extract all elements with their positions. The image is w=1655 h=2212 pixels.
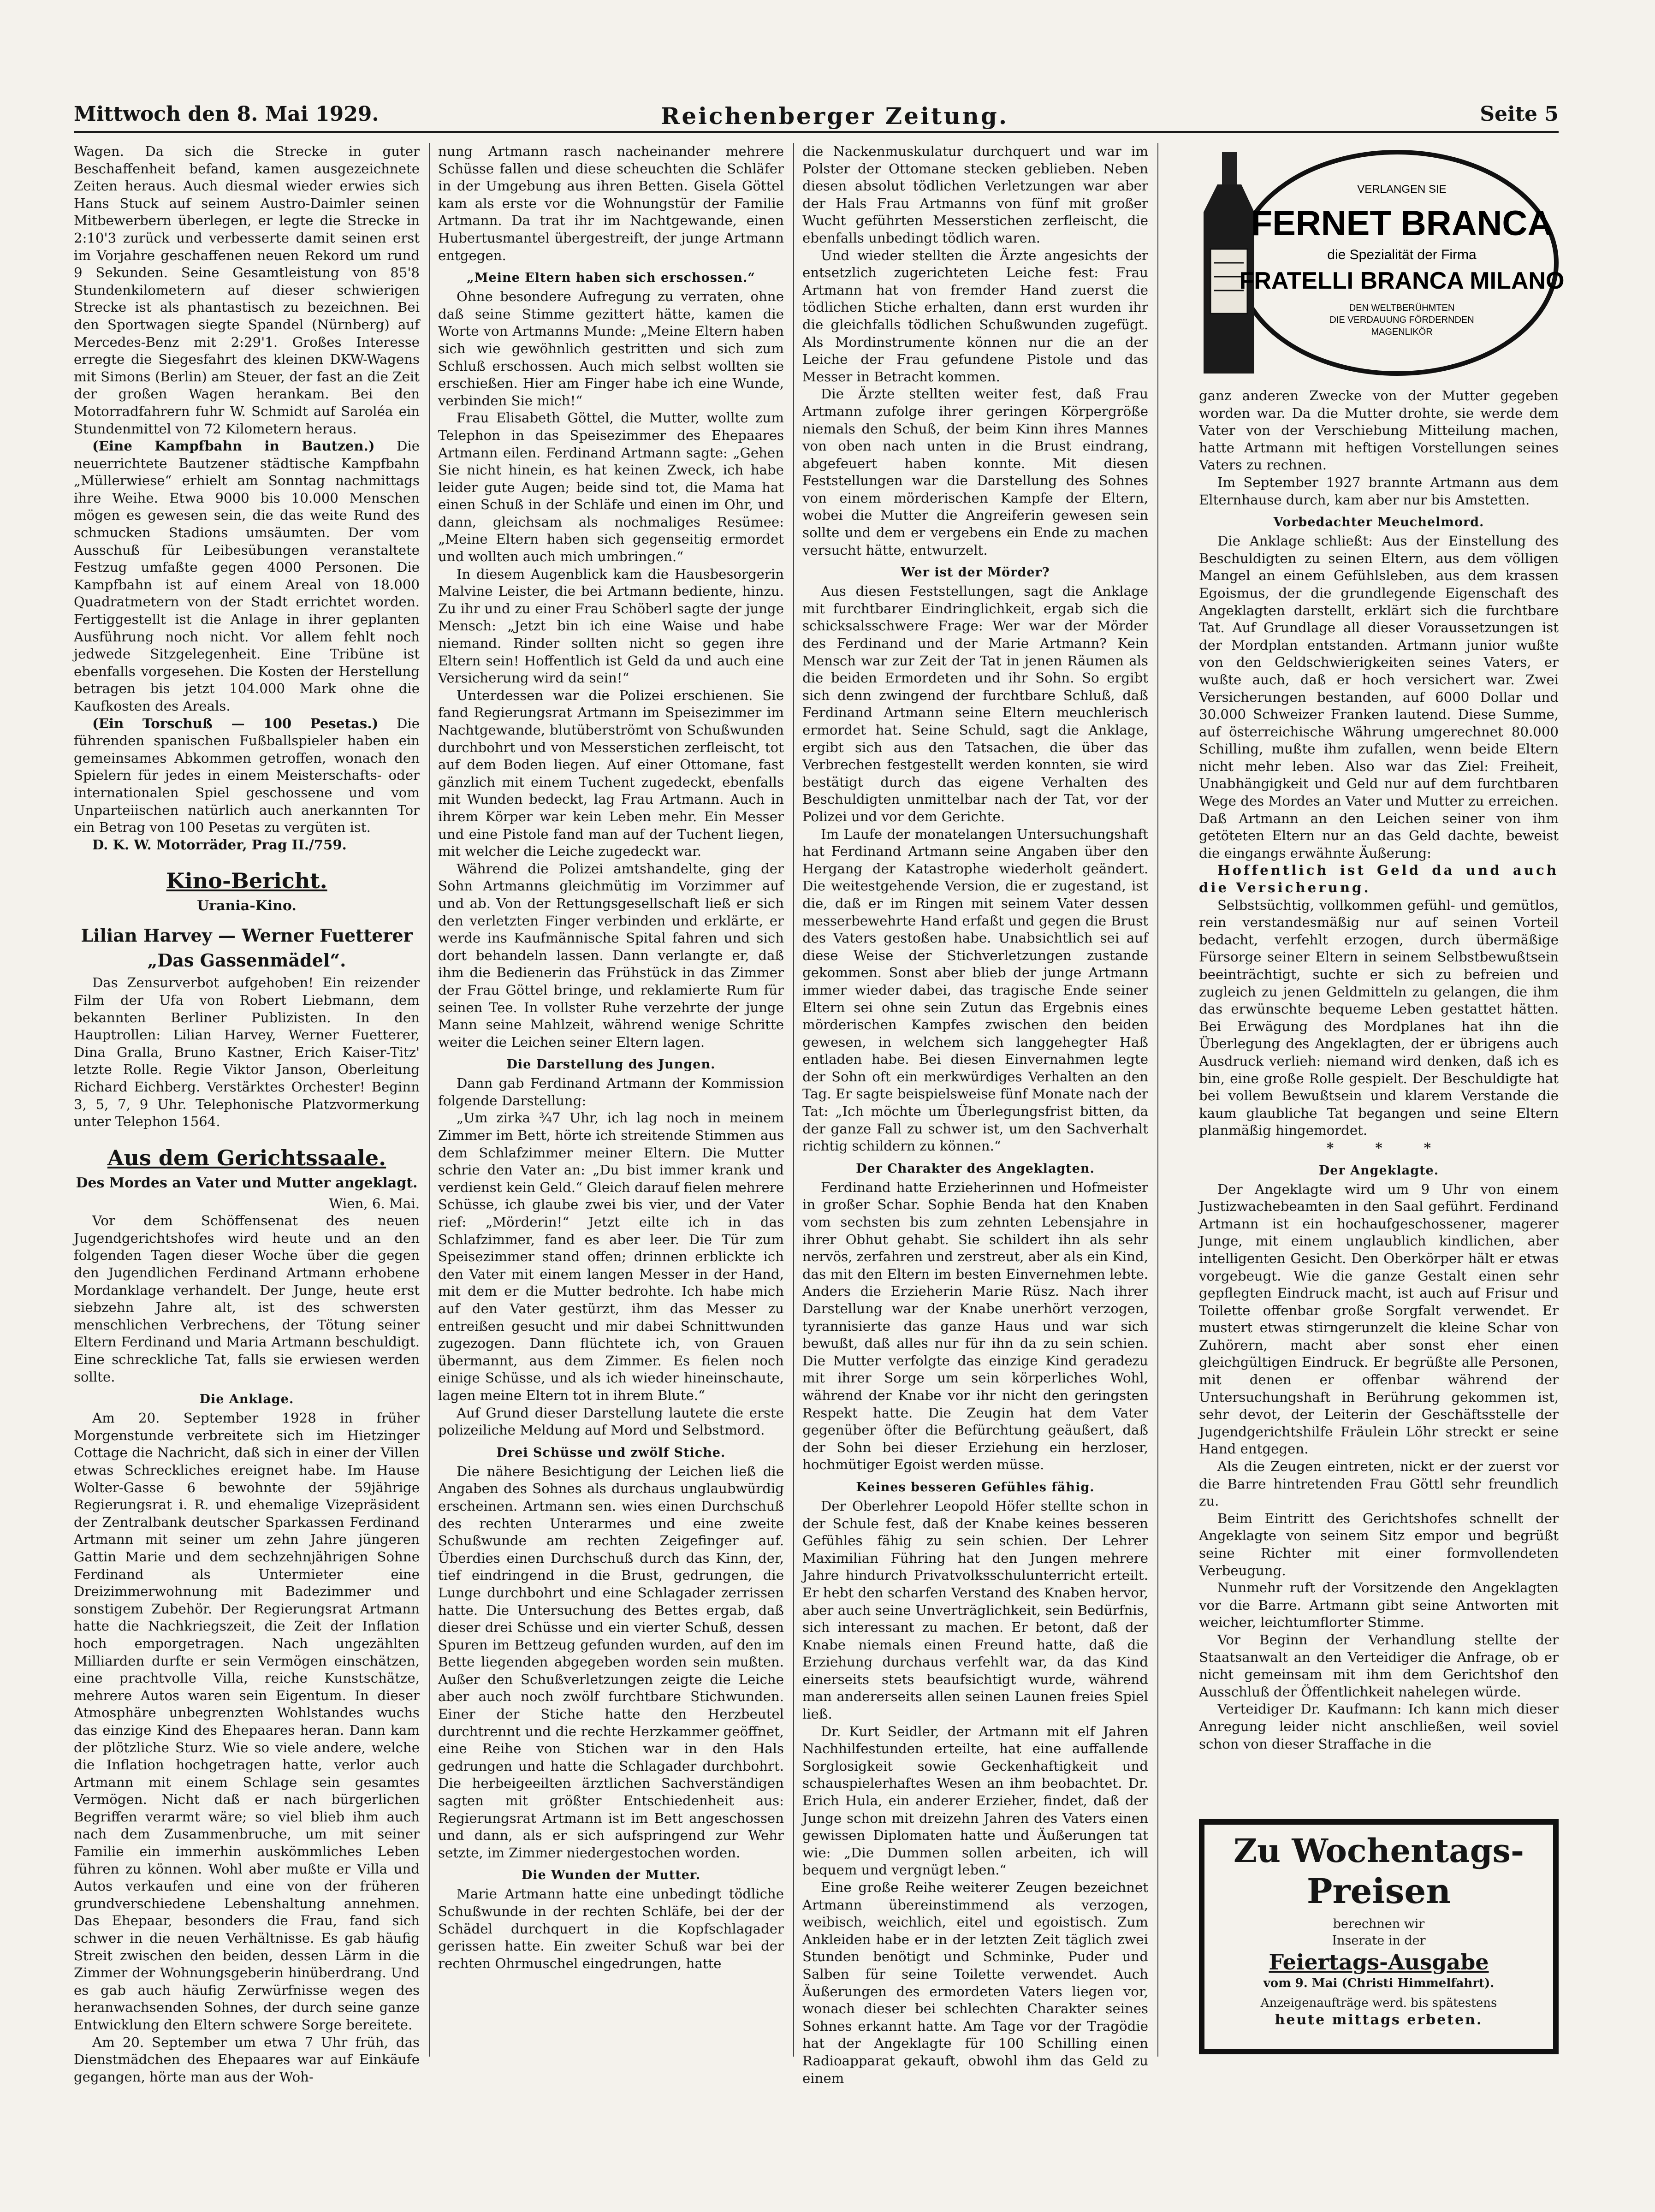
article-paragraph: Aus diesen Feststellungen, sagt die Anklage mit furchtbarer Eindringlichkeit, ergab sich die schicksalsschwere Frage: Wer war der Mörder des Ferdinand und der Marie Artmann? Kein Mensch war zur Zeit der Tat in jenen Räumen als die beiden Ermordeten und ihr Sohn. So ergibt sich denn zwingend der furchtbare Schluß, daß Ferdinand Artmann seine Eltern meuchlerisch ermordet hat. Seine Schuld, sagt die Anklage, ergibt sich aus den Tatsachen, die über das Verbrechen festgestellt werden konnten, sie wird bestätigt durch das eigene Verhalten des Beschuldigten unmittelbar nach der Tat, vor der Polizei und vor dem Gerichte.	[802, 583, 1148, 824]
article-paragraph: In diesem Augenblick kam die Hausbesorgerin Malvine Leister, die bei Artmann bediente, hinzu. Zu ihr und zu einer Frau Schöberl sagte der junge Mensch: „Jetzt bin ich eine Waise und habe niemand. Rinder sollten nicht so gegen ihre Eltern sein! Hoffentlich ist Geld da und auch eine Versicherung wird da sein!“	[438, 566, 784, 686]
ad-headline-2: Preisen	[1306, 1872, 1451, 1911]
article-paragraph: Unterdessen war die Polizei erschienen. Sie fand Regierungsrat Artmann im Speisezimmer im Nachtgewande, blutüberströmt von Schußwunden durchbohrt und von Messerstichen zerfleischt, tot auf dem Boden liegen. Auf einer Ottomane, fast gänzlich mit einem Tuchent zugedeckt, ebenfalls mit Wunden bedeckt, lag Frau Artmann. Auch in ihrem Körper war kein Leben mehr. Ein Messer und eine Pistole fand man auf der Tuchent liegen, mit welcher die Leiche zugedeckt war.	[438, 687, 784, 860]
wochentags-preisen-advert	[1199, 1819, 1559, 2054]
column-divider	[793, 143, 794, 2057]
article-paragraph: Der Angeklagte wird um 9 Uhr von einem Justizwachebeamten in den Saal geführt. Ferdinand Artmann ist ein hochaufgeschossener, magerer Junge, mit einem unglaublich kindlichen, aber intelligenten Gesicht. Den Oberkörper hält er etwas vorgebeugt. Wie die ganze Gestalt einen sehr gepflegten Eindruck macht, ist auch auf Frisur und Toilette offenbar große Sorgfalt verwendet. Er mustert etwas stirngerunzelt die kleine Schar von Zuhörern, macht aber sonst eher einen gleichgültigen Eindruck. Er begrüßte alle Personen, mit denen er offenbar während der Untersuchungshaft in Berührung gekommen ist, sehr devot, der Leiterin der Geschäftsstelle der Jugendgerichtshilfe Fräulein Löhr streckt er seine Hand entgegen.	[1199, 1181, 1559, 1457]
article-paragraph: Beim Eintritt des Gerichtshofes schnellt der Angeklagte von seinem Sitz empor und begrüßt seine Richter mit einer formvollendeten Verbeugung.	[1199, 1510, 1559, 1578]
ad-feiertags-title: Feiertags-Ausgabe	[1269, 1950, 1489, 1975]
article-paragraph: Der Oberlehrer Leopold Höfer stellte schon in der Schule fest, daß der Knabe keines besseren Gefühles fähig zu sein schien. Der Lehrer Maximilian Führing hat den Jungen mehrere Jahre hindurch Privatvolksschulunterricht erteilt. Er hebt den scharfen Verstand des Knaben hervor, aber auch seine Unverträglichkeit, sein Bedürfnis, sich interessant zu machen. Er betont, daß der Knabe niemals einen Freund hatte, daß die Erziehung durchaus verfehlt war, da das Kind einerseits stets beaufsichtigt wurde, während man andererseits allen seinen Launen freies Spiel ließ.	[802, 1498, 1148, 1722]
column-3	[802, 143, 1148, 2086]
kino-film-stars: Lilian Harvey — Werner Fuetterer	[81, 925, 413, 946]
column-divider	[429, 143, 430, 2057]
article-paragraph: „Um zirka ¾7 Uhr, ich lag noch in meinem Zimmer im Bett, hörte ich streitende Stimmen aus dem Schlafzimmer meiner Eltern. Die Mutter schrie den Vater an: „Du bist immer krank und verdienst kein Geld.“ Gleich darauf fielen mehrere Schüsse, ich glaube zwei bis vier, und der Vater rief: „Mörderin!“ Jetzt eilte ich in das Schlafzimmer, fand es aber leer. Die Tür zum Speisezimmer stand offen; drinnen erblickte ich den Vater mit einem langen Messer in der Hand, mit dem er die Mutter bedrohte. Ich habe mich auf den Vater gestürzt, ihm das Messer zu entreißen gesucht und mir dabei Schnittwunden zugezogen. Dann flüchtete ich, von Grauen übermannt, aus dem Zimmer. Es fielen noch einige Schüsse, und als ich wieder hineinschaute, lagen meine Eltern tot in ihrem Blute.“	[438, 1110, 784, 1403]
charakter-subheading: Der Charakter des Angeklagten.	[856, 1161, 1095, 1176]
fernet-branca-advert	[1199, 143, 1565, 383]
court-section-title: Aus dem Gerichtssaale.	[107, 1145, 386, 1170]
moerder-subheading: Wer ist der Mörder?	[901, 565, 1050, 580]
jungen-subheading: Die Darstellung des Jungen.	[506, 1057, 716, 1072]
article-paragraph: Im September 1927 brannte Artmann aus dem Elternhause durch, kam aber nur bis Amstetten.	[1199, 474, 1559, 508]
torschuss-text: Die führenden spanischen Fußballspieler haben ein gemeinsames Abkommen getroffen, wonach den Spielern für jedes in einem Meisterschafts- oder internationalen Spiel geschossene und vom Unparteiischen natürlich auch anerkannten Tor ein Betrag von 100 Pesetas zu vergüten ist.	[74, 715, 420, 836]
court-paragraph-2: Am 20. September 1928 in früher Morgenstunde verbreitete sich im Hietzinger Cottage die Nachricht, daß sich in einer der Villen etwas Schreckliches ereignet habe. Im Hause Wolter-Gasse 6 bewohnte der 59jährige Regierungsrat i. R. und ehemalige Vizepräsident der Zentralbank deutscher Sparkassen Ferdinand Artmann mit seiner um zehn Jahre jüngeren Gattin Marie und dem sechzehnjährigen Sohne Ferdinand als Untermieter eine Dreizimmerwohnung mit Badezimmer und sonstigem Zubehör. Der Regierungsrat Artmann hatte die Nachkriegszeit, die Zeit der Inflation hoch emporgetragen. Nach ungezählten Milliarden durfte er sein Vermögen einschätzen, eine prachtvolle Villa, reiche Kunstschätze, mehrere Autos waren sein Eigentum. In dieser Atmosphäre unbegrenzten Wohlstandes wuchs das einzige Kind des Ehepaares heran. Dann kam der plötzliche Sturz. Wie so viele andere, welche die Inflation hochgetragen hatte, verlor auch Artmann mit einem Schlage sein gesamtes Vermögen. Nicht daß er nach bürgerlichen Begriffen verarmt wäre; so viel blieb ihm auch nach dem Zusammenbruche, um mit seiner Familie ein immerhin auskömmliches Leben führen zu können. Wohl aber mußte er Villa und Autos verkaufen und eine von der früheren grundverschiedene Lebenshaltung annehmen. Das Ehepaar, besonders die Frau, fand sich schwer in die neuen Verhältnisse. Es gab häufig Streit zwischen den beiden, dessen Lärm in die Zimmer der Wohnungsgeberin hinüberdrang. Und es gab auch häufig Zerwürfnisse wegen des heranwachsenden Sohnes, der durch seine ganze Entwicklung den Eltern schwere Sorge bereitete.	[74, 1410, 420, 2033]
article-paragraph: Marie Artmann hatte eine unbedingt tödliche Schußwunde in der rechten Schläfe, bei der der Schädel durchquert in die Kopfschlagader gerissen hatte. Ein zweiter Schuß war bei der rechten Ohrmuschel eingedrungen, hatte	[438, 1886, 784, 1971]
page-number: Seite 5	[1480, 102, 1559, 126]
anklage-subheading: Die Anklage.	[199, 1392, 294, 1407]
bautzen-text: Die neuerrichtete Bautzener städtische Kampfbahn „Müllerwiese“ erhielt am Sonntag nachmittags ihre Weihe. Etwa 9000 bis 10.000 Menschen mögen es gewesen sein, die das weite Rund des schmucken Stadions umsäumten. Der vom Ausschuß für Leibesübungen veranstaltete Festzug umfaßte gegen 4000 Personen. Die Kampfbahn ist auf einem Areal von 18.000 Quadratmetern von der Stadt errichtet worden. Fertiggestellt ist die Anlage in ihrer geplanten Ausführung noch nicht. Vor allem fehlt noch jedwede Sitzgelegenheit. Eine Tribüne ist ebenfalls vorgesehen. Die Kosten der Herstellung betragen bis jetzt 104.000 Mark ohne die Kaufkosten des Areals.	[74, 438, 420, 714]
eltern-quote-heading: „Meine Eltern haben sich erschossen.“	[467, 271, 755, 285]
meuchelmord-subheading: Vorbedachter Meuchelmord.	[1273, 515, 1484, 530]
angeklagte-subheading: Der Angeklagte.	[1318, 1163, 1439, 1178]
article-paragraph: nung Artmann rasch nacheinander mehrere Schüsse fallen und diese scheuchten die Schläfer in der Umgebung aus ihren Betten. Gisela Göttel kam als erste vor die Wohnungstür der Familie Artmann. Da trat ihr im Nachtgewande, einen Hubertusmantel übergestreift, der junge Artmann entgegen.	[438, 143, 784, 263]
column-2	[438, 143, 784, 2057]
bautzen-paragraph	[74, 438, 420, 715]
ad-deadline-line: Anzeigenaufträge werd. bis spätestens	[1260, 1996, 1497, 2010]
dkw-ad-line: D. K. W. Motorräder, Prag II./759.	[92, 836, 347, 853]
column-1	[74, 143, 420, 2085]
article-paragraph: Ferdinand hatte Erzieherinnen und Hofmeister in großer Schar. Sophie Benda hat den Knaben vom sechsten bis zum zehnten Lebensjahre in ihrer Obhut gehabt. Sie schildert ihn als sehr nervös, zerfahren und zerstreut, aber als ein Kind, das mit den Eltern im besten Einvernehmen lebte. Anders die Erzieherin Marie Rüsz. Nach ihrer Darstellung war der Knabe unerhört verzogen, tyrannisierte das ganze Haus und war sich bewußt, daß alles nur für ihn da zu sein schien. Die Mutter verfolgte das einzige Kind geradezu mit ihrer Sorge um sein körperliches Wohl, während der Knabe vor ihr nicht den geringsten Respekt hatte. Die Zeugin hat dem Vater gegenüber öfter die Befürchtung geäußert, daß der Sohn bei dieser Erziehung ein herzloser, hochmütiger Egoist werden müsse.	[802, 1179, 1148, 1473]
article-paragraph: Während die Polizei amtshandelte, ging der Sohn Artmanns gleichmütig im Vorzimmer auf und ab. Von der Rettungsgesellschaft ließ er sich den verletzten Finger verbinden und erklärte, er werde ins Kaufmännische Spital fahren und sich dort behandeln lassen. Dann verlangte er, daß ihm die Bedienerin das Frühstück in das Zimmer der Frau Göttel bringe, und reklamierte Rum für seinen Tee. In vollster Ruhe verzehrte der junge Mann seine Mahlzeit, während wenige Schritte weiter die Leichen seiner Eltern lagen.	[438, 860, 784, 1050]
column-4	[1199, 387, 1559, 1812]
article-paragraph: Frau Elisabeth Göttel, die Mutter, wollte zum Telephon in das Speisezimmer des Ehepaares Artmann eilen. Ferdinand Artmann sagte: „Gehen Sie nicht hinein, es hat keinen Zweck, ich habe leider gute Augen; beide sind tot, die Mama hat einen Schuß in der Schläfe und einen im Ohr, und dann, gleichsam als nochmaliges Resümee: „Meine Eltern haben sich gegenseitig ermordet und wollten auch mich umbringen.“	[438, 410, 784, 565]
article-paragraph: Und wieder stellten die Ärzte angesichts der entsetzlich zugerichteten Leiche fest: Frau Artmann hat von fremder Hand zuerst die tödlichen Stiche erhalten, dann erst wurden ihr die gleichfalls tödlichen Schußwunden zugefügt. Als Mordinstrumente können nur die an der Leiche der Frau gefundene Pistole und das Messer in Betracht kommen.	[802, 247, 1148, 385]
article-paragraph: Die Anklage schließt: Aus der Einstellung des Beschuldigten zu seinen Eltern, aus dem völligen Mangel an einem Gefühlsleben, aus dem krassen Egoismus, der die grundlegende Eigenschaft des Angeklagten darstellt, erklärt sich die furchtbare Tat. Auf Grundlage all dieser Voraussetzungen ist der Mordplan entstanden. Artmann junior wußte von den Geldschwierigkeiten seines Vaters, er wußte auch, daß er hoch versichert war. Zwei Versicherungen bestanden, auf 6000 Dollar und 30.000 Schweizer Franken lautend. Diese Summe, auf österreichische Währung umgerechnet 80.000 Schilling, mußte ihm zufallen, wenn beide Eltern nicht mehr leben. Also war das Ziel: Freiheit, Unabhängigkeit und Geld nur auf dem furchtbaren Wege des Mordes an Vater und Mutter zu erreichen. Daß Artmann an den Leichen seiner von ihm getöteten Eltern nur an das Geld dachte, beweist die eingangs erwähnte Äußerung:	[1199, 533, 1559, 861]
article-paragraph: Als die Zeugen eintreten, nickt er der zuerst vor die Barre hintretenden Frau Göttl sehr freundlich zu.	[1199, 1459, 1559, 1509]
article-paragraph: Selbstsüchtig, vollkommen gefühl- und gemütlos, rein verstandesmäßig nur auf seinen Vorteil bedacht, verfehlt erzogen, durch übermäßige Fürsorge seiner Eltern in seinem Selbstbewußtsein beeinträchtigt, suchte er sich zu befreien und zugleich zu jenen Geldmitteln zu gelangen, die ihm das erwünschte bequeme Leben gestattet hätten. Bei Erwägung des Mordplanes hat ihn die Überlegung des Angeklagten, der er übrigens auch Ausdruck verlieh: niemand wird denken, daß ich es bin, eine große Rolle gespielt. Der Beschuldigte hat bei vollem Bewußtsein und klarem Verstande die kaum glaubliche Tat begangen und seine Eltern planmäßig hingemordet.	[1199, 897, 1559, 1139]
ad-body-text: berechnen wir Inserate in der	[1332, 1917, 1426, 1948]
issue-date: Mittwoch den 8. Mai 1929.	[74, 102, 379, 126]
stiche-subheading: Drei Schüsse und zwölf Stiche.	[496, 1445, 726, 1460]
ad-spec-text: die Spezialität der Firma	[1327, 247, 1477, 262]
ad-firm-text: FRATELLI BRANCA MILANO	[1239, 267, 1565, 294]
bottle-icon	[1204, 152, 1254, 374]
kino-section-title: Kino-Bericht.	[166, 868, 327, 894]
sport-article-text: Wagen. Da sich die Strecke in guter Beschaffenheit befand, kamen ausgezeichnete Zeiten heraus. Auch diesmal wieder erwies sich Hans Stuck auf seinem Austro-Daimler seinen Mitbewerbern überlegen, er legte die Strecke in 2:10'3 zurück und verbesserte damit seinen erst im Vorjahre geschaffenen neuen Rekord um rund 9 Sekunden. Seine Gesamtleistung von 85'8 Stundenkilometern auf dieser schwierigen Strecke ist als phantastisch zu bezeichnen. Bei den Sportwagen siegte Spandel (Nürnberg) auf Mercedes-Benz mit 2:29'1. Großes Interesse erregte die Siegesfahrt des kleinen DKW-Wagens mit Simons (Berlin) am Steuer, der fast an die Zeit der großen Wagen herankam. Bei den Motorradfahrern fuhr W. Schmidt auf Saroléa ein Stundenmittel von 72 Kilometern heraus.	[74, 143, 420, 437]
masthead	[74, 102, 1559, 133]
ad-date-line: vom 9. Mai (Christi Himmelfahrt).	[1263, 1976, 1495, 1990]
court-dateline: Wien, 6. Mai.	[329, 1195, 420, 1211]
article-paragraph: Dr. Kurt Seidler, der Artmann mit elf Jahren Nachhilfestunden erteilte, hat eine auffallende Sorglosigkeit sowie Geckenhaftigkeit und schauspielerhaftes Wesen an ihm beobachtet. Dr. Erich Hula, ein anderer Erzieher, findet, daß der Junge schon mit dreizehn Jahren des Vaters einen gewissen Diplomaten hatte und Äußerungen tat wie: „Die Dummen sollen arbeiten, ich will bequem und vergnügt leben.“	[802, 1723, 1148, 1878]
article-paragraph: ganz anderen Zwecke von der Mutter gegeben worden war. Da die Mutter drohte, sie werde dem Vater von der Verschiebung Mitteilung machen, hatte Artmann mit heftigen Vorstellungen seines Vaters zu rechnen.	[1199, 388, 1559, 473]
article-paragraph: Verteidiger Dr. Kaufmann: Ich kann mich dieser Anregung leider nicht anschließen, weil soviel schon von dieser Straffache in die	[1199, 1701, 1559, 1752]
ad-tagline-2: DIE VERDAUUNG FÖRDERNDEN	[1329, 315, 1474, 325]
column-divider	[1157, 143, 1158, 2057]
article-paragraph: Im Laufe der monatelangen Untersuchungshaft hat Ferdinand Artmann seine Angaben über den Hergang der Katastrophe wiederholt geändert. Die weitestgehende Version, die er zugestand, ist die, daß er im Ringen mit seinem Vater dessen messerbewehrte Hand erfaßt und gegen die Brust des Vaters gestoßen habe. Unabsichtlich sei auf diese Weise der Stichverletzungen zustande gekommen. Sonst aber blieb der junge Artmann immer wieder dabei, das tragische Ende seiner Eltern sei ohne sein Zutun das Ergebnis eines mörderischen Kampfes zwischen den beiden gewesen, in welchem sich langgehegter Haß entladen habe. Bei diesen Einvernahmen legte der Sohn oft ein merkwürdiges Verhalten an den Tag. Er sagte beispielsweise fünf Monate nach der Tat: „Ich möchte um Überlegungsfrist bitten, da der ganze Fall zu schwer ist, um den Sachverhalt richtig schildern zu können.“	[802, 826, 1148, 1154]
torschuss-paragraph	[74, 715, 420, 836]
court-article-headline: Des Mordes an Vater und Mutter angeklagt.	[76, 1174, 418, 1191]
mutter-subheading: Die Wunden der Mutter.	[521, 1868, 701, 1883]
article-paragraph: Die Ärzte stellten weiter fest, daß Frau Artmann zufolge ihrer geringen Körpergröße niemals den Schuß, der beim Kinn ihres Mannes von oben nach unten in die Brust eindrang, abgefeuert haben konnte. Mit diesen Feststellungen war die Darstellung des Sohnes von einem mörderischen Kampfe der Eltern, wobei die Mutter die Angreiferin gewesen sein sollte und dem er vergebens ein Ende zu machen versucht hätte, entwurzelt.	[802, 386, 1148, 558]
ad-brand-text: FERNET BRANCA	[1251, 204, 1553, 243]
bautzen-heading: (Eine Kampfbahn in Bautzen.)	[92, 438, 375, 454]
torschuss-heading: (Ein Torschuß — 100 Pesetas.)	[92, 715, 379, 731]
ad-tagline-3: MAGENLIKÖR	[1371, 327, 1433, 337]
ad-deadline-emphasis: heute mittags erbeten.	[1275, 2012, 1483, 2028]
article-paragraph: Eine große Reihe weiterer Zeugen bezeichnet Artmann übereinstimmend als verzogen, weibisch, weichlich, eitel und egoistisch. Zum Ankleiden habe er in der letzten Zeit täglich zwei Stunden benötigt und Schminke, Puder und Salben für seine Toilette verwendet. Auch Äußerungen des ermordeten Vaters liegen vor, wonach dieser bei schlechten Charakter seines Sohnes erkannt hatte. Am Tage vor der Tragödie hat der Angeklagte für 100 Schilling einen Radioapparat gekauft, obwohl ihm das Geld zu einem	[802, 1880, 1148, 2086]
ad-tagline-1: DEN WELTBERÜHMTEN	[1349, 303, 1455, 313]
ad-headline-1: Zu Wochentags-	[1234, 1832, 1524, 1870]
article-paragraph: Vor Beginn der Verhandlung stellte der Staatsanwalt an den Verteidiger die Anfrage, ob er nicht gemeinsam mit ihm dem Gerichtshof den Ausschluß der Öffentlichkeit nahelegen würde.	[1199, 1631, 1559, 1700]
kino-review-text: Das Zensurverbot aufgehoben! Ein reizender Film der Ufa von Robert Liebmann, dem bekannten Berliner Publizisten. In den Hauptrollen: Lilian Harvey, Werner Fuetterer, Dina Gralla, Bruno Kastner, Erich Kaiser-Titz' letzte Rolle. Regie Viktor Janson, Oberleitung Richard Eichberg. Verstärktes Orchester! Beginn 3, 5, 7, 9 Uhr. Telephonische Platzvormerkung unter Telephon 1564.	[74, 975, 420, 1130]
article-paragraph: Auf Grund dieser Darstellung lautete die erste polizeiliche Meldung auf Mord und Selbstmord.	[438, 1405, 784, 1438]
article-paragraph: Nunmehr ruft der Vorsitzende den Angeklagten vor die Barre. Artmann gibt seine Antworten mit weicher, leichtumflorter Stimme.	[1199, 1580, 1559, 1631]
fernet-branca-ad-graphic	[1199, 143, 1565, 383]
court-paragraph-3: Am 20. September um etwa 7 Uhr früh, das Dienstmädchen des Ehepaares war auf Einkäufe gegangen, hörte man aus der Woh-	[74, 2034, 420, 2085]
newspaper-title: Reichenberger Zeitung.	[660, 102, 1009, 130]
geld-quote: Hoffentlich ist Geld da und auch die Versicherung.	[1199, 862, 1559, 896]
gefuehl-subheading: Keines besseren Gefühles fähig.	[856, 1480, 1095, 1494]
court-paragraph-1: Vor dem Schöffensenat des neuen Jugendgerichtshofes wird heute und an den folgenden Tagen dieser Woche über die gegen den Jugendlichen Ferdinand Artmann erhobene Mordanklage verhandelt. Der Junge, heute erst siebzehn Jahre alt, ist des schwersten menschlichen Verbrechens, der Tötung seiner Eltern Ferdinand und Maria Artmann beschuldigt. Eine schreckliche Tat, falls sie erwiesen werden sollte.	[74, 1213, 420, 1385]
kino-cinema-name: Urania-Kino.	[197, 898, 297, 914]
section-stars: * * *	[1326, 1139, 1450, 1156]
article-paragraph: Die nähere Besichtigung der Leichen ließ die Angaben des Sohnes als durchaus unglaubwürdig erscheinen. Artmann sen. wies einen Durchschuß des rechten Unterarmes und eine zweite Schußwunde am rechten Zeigefinger auf. Überdies einen Durchschuß durch das Kinn, der, tief eindringend in die Brust, gedrungen, die Lunge durchbohrt und eine Schlagader zerrissen hatte. Die Untersuchung des Bettes ergab, daß dieser drei Schüsse und ein vierter Schuß, dessen Spuren im Bettzeug gefunden wurden, auf den im Bette liegenden abgegeben worden sein mußten. Außer den Schußverletzungen zeigte die Leiche aber auch noch zwölf furchtbare Stichwunden. Einer der Stiche hatte den Herzbeutel durchtrennt und die rechte Herzkammer geöffnet, eine Reihe von Stichen war in den Hals gedrungen und hatte die Schlagader durchbohrt. Die herbeigeeilten ärztlichen Sachverständigen sagten mit größter Entschiedenheit aus: Regierungsrat Artmann ist im Bett angeschossen und dann, als er sich aufspringend zur Wehr setzte, im Zimmer niedergestochen worden.	[438, 1463, 784, 1861]
article-paragraph: Dann gab Ferdinand Artmann der Kommission folgende Darstellung:	[438, 1075, 784, 1109]
ad-top-text: VERLANGEN SIE	[1357, 183, 1447, 196]
article-paragraph: Ohne besondere Aufregung zu verraten, ohne daß seine Stimme gezittert hätte, kamen die Worte von Artmanns Munde: „Meine Eltern haben sich wie gewöhnlich gestritten und sich zum Schluß erschossen. Auch mich selbst wollten sie erschießen. Hier am Finger habe ich eine Wunde, verbinden Sie mich!“	[438, 289, 784, 409]
article-paragraph: die Nackenmuskulatur durchquert und war im Polster der Ottomane stecken geblieben. Neben diesen absolut tödlichen Verletzungen war aber der Hals Frau Artmanns von fünf mit großer Wucht geführten Messerstichen zerfleischt, die ebenfalls unbedingt tödlich waren.	[802, 143, 1148, 246]
kino-film-title: „Das Gassenmädel“.	[147, 950, 346, 971]
